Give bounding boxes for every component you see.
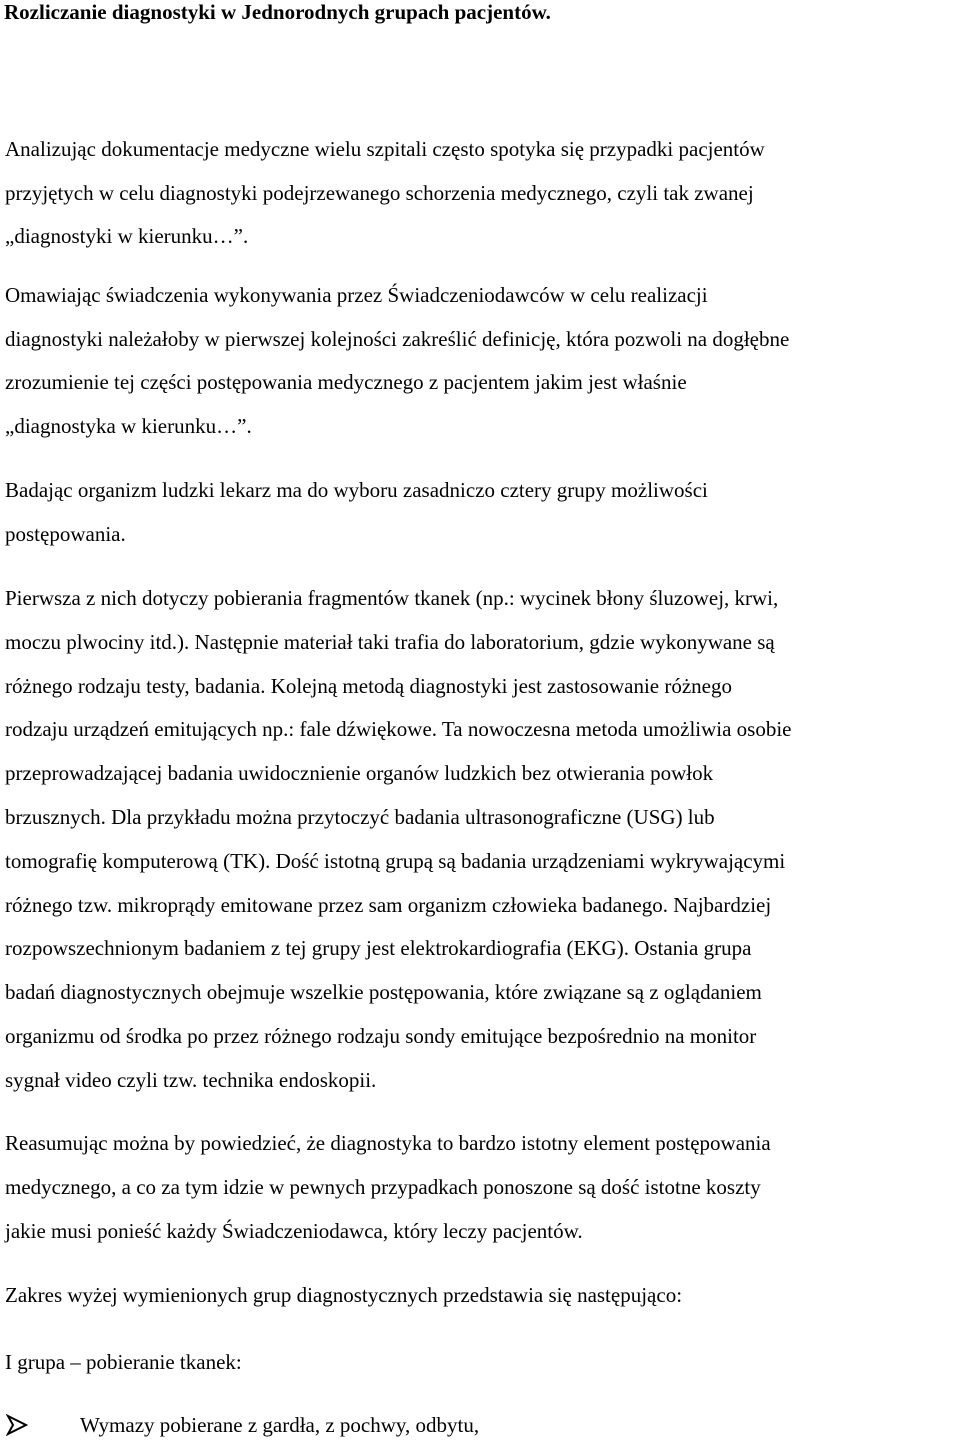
text-line: badań diagnostycznych obejmuje wszelkie postępowania, które związane są z oglądaniem	[5, 980, 762, 1005]
paragraph-methods	[5, 577, 955, 1103]
text-line: Zakres wyżej wymienionych grup diagnostycznych przedstawia się następująco:	[5, 1283, 683, 1307]
text-line: Pierwsza z nich dotyczy pobierania fragmentów tkanek (np.: wycinek błony śluzowej, krwi,	[5, 586, 779, 610]
text-line: zrozumienie tej części postępowania medycznego z pacjentem jakim jest właśnie	[5, 370, 687, 395]
text-line: różnego rodzaju testy, badania. Kolejną metodą diagnostyki jest zastosowanie różnego	[5, 673, 732, 698]
text-line: różnego tzw. mikroprądy emitowane przez sam organizm człowieka badanego. Najbardziej	[5, 892, 772, 917]
text-line: sygnał video czyli tzw. technika endoskopii.	[5, 1067, 377, 1092]
text-line: organizmu od środka po przez różnego rodzaju sondy emitujące bezpośrednio na monitor	[5, 1023, 757, 1048]
text-line: I grupa – pobieranie tkanek:	[5, 1350, 242, 1374]
paragraph-four-groups	[5, 468, 955, 556]
text-line: „diagnostyki w kierunku…”.	[5, 224, 249, 248]
paragraph-scope	[5, 1274, 955, 1317]
text-line: tomografię komputerową (TK). Dość istotną grupą są badania urządzeniami wykrywającymi	[5, 848, 786, 873]
list-item-text: Wymazy pobierane z gardła, z pochwy, odbytu,	[80, 1413, 480, 1437]
arrow-bullet-icon	[6, 1414, 28, 1436]
text-line: rodzaju urządzeń emitujących np.: fale dźwiękowe. Ta nowoczesna metoda umożliwia osobie	[5, 717, 792, 742]
text-line: moczu plwociny itd.). Następnie materiał taki trafia do laboratorium, gdzie wykonywane są	[5, 629, 775, 654]
text-line: Reasumując można by powiedzieć, że diagnostyka to bardzo istotny element postępowania	[5, 1131, 771, 1155]
text-line: rozpowszechnionym badaniem z tej grupy jest elektrokardiografia (EKG). Ostania grupa	[5, 936, 752, 961]
text-line: jakie musi ponieść każdy Świadczeniodawca, który leczy pacjentów.	[5, 1219, 583, 1243]
text-line: przyjętych w celu diagnostyki podejrzewanego schorzenia medycznego, czyli tak zwanej	[5, 180, 754, 205]
text-line: Badając organizm ludzki lekarz ma do wyboru zasadniczo cztery grupy możliwości	[5, 478, 708, 502]
text-line: diagnostyki należałoby w pierwszej kolejności zakreślić definicję, która pozwoli na dogłębne	[5, 326, 790, 351]
document-title: Rozliczanie diagnostyki w Jednorodnych grupach pacjentów.	[4, 0, 551, 24]
text-line: Omawiając świadczenia wykonywania przez Świadczeniodawców w celu realizacji	[5, 283, 708, 307]
text-line: brzusznych. Dla przykładu można przytoczyć badania ultrasonograficzne (USG) lub	[5, 804, 715, 829]
text-line: „diagnostyka w kierunku…”.	[5, 413, 252, 438]
paragraph-definition	[5, 274, 955, 448]
section-heading-group-1	[5, 1341, 955, 1384]
text-line: medycznego, a co za tym idzie w pewnych przypadkach ponoszone są dość istotne koszty	[5, 1175, 761, 1199]
text-line: postępowania.	[5, 522, 126, 546]
paragraph-intro	[5, 128, 955, 259]
paragraph-summary	[5, 1121, 955, 1253]
text-line: przeprowadzającej badania uwidocznienie organów ludzkich bez otwierania powłok	[5, 761, 714, 786]
text-line: Analizując dokumentacje medyczne wielu szpitali często spotyka się przypadki pacjentów	[5, 137, 765, 161]
list-item	[6, 1405, 956, 1445]
